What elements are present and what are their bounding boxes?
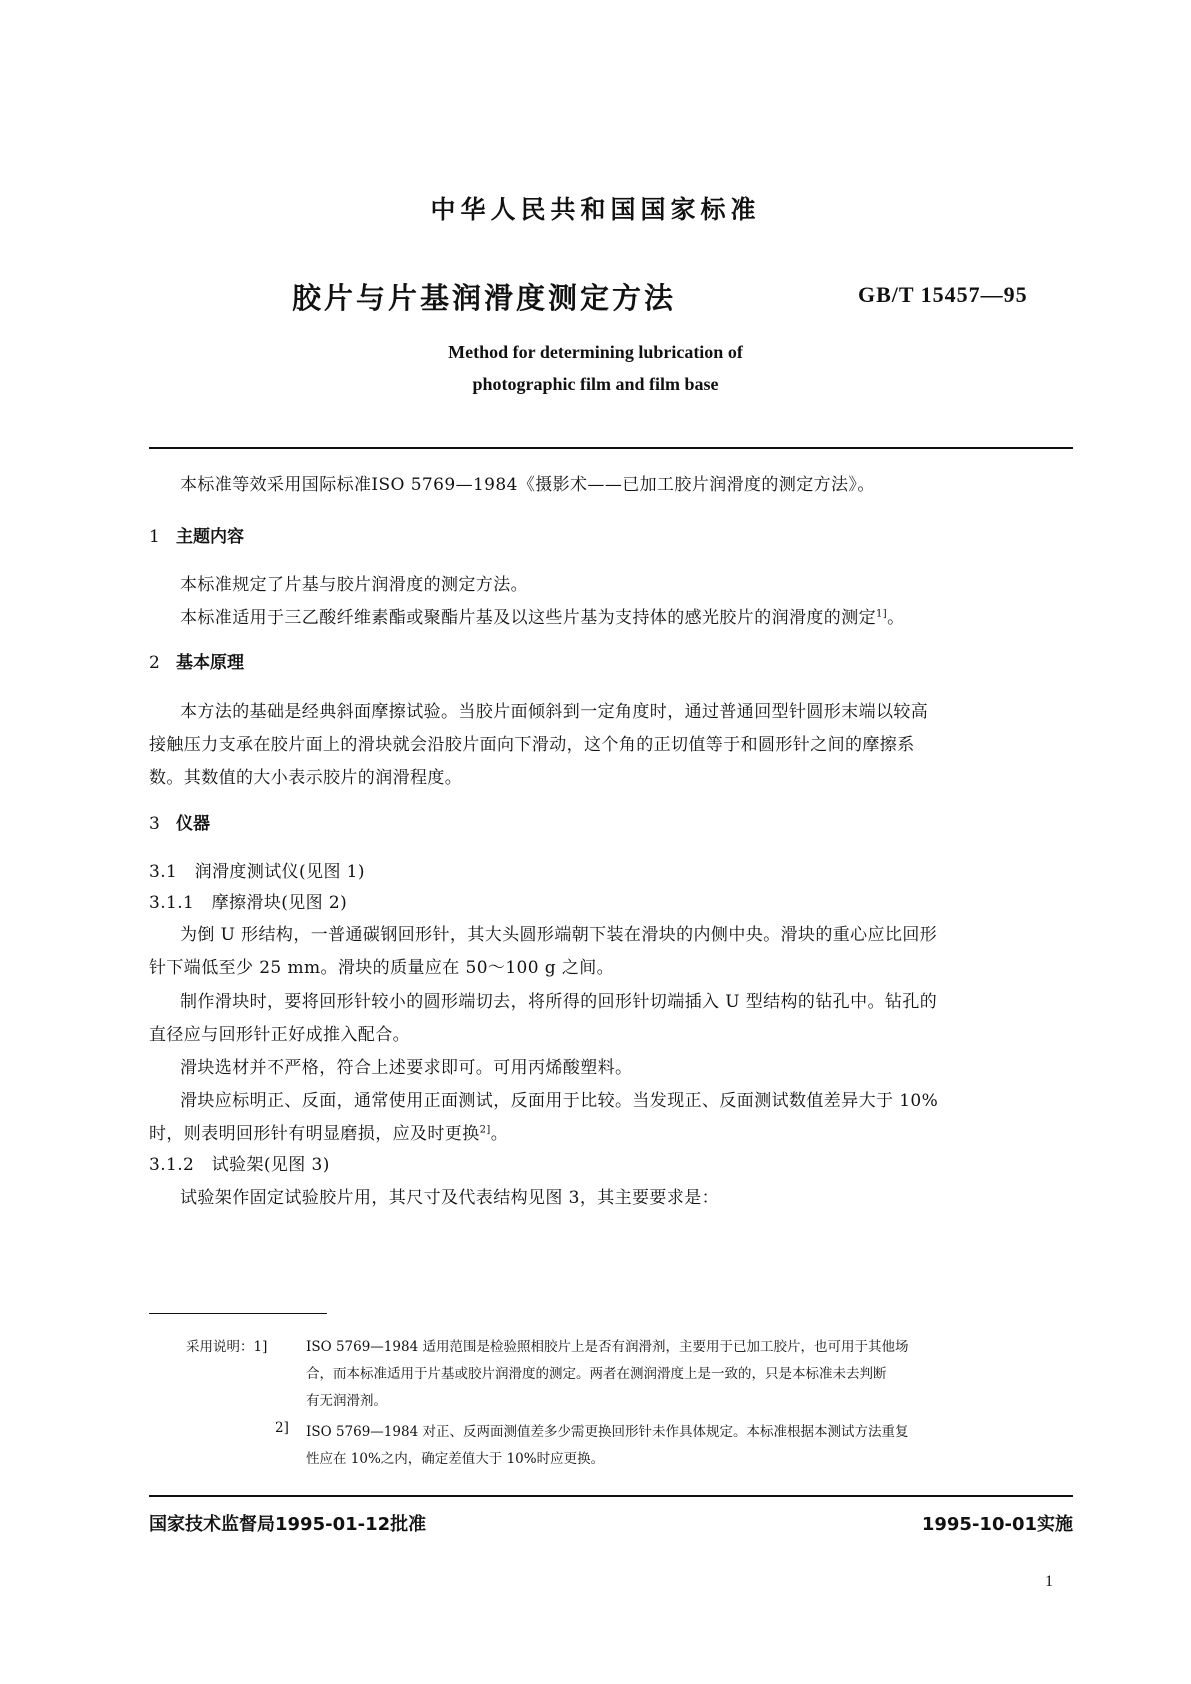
footnote-divider: [149, 1313, 327, 1314]
section-title: 基本原理: [176, 653, 245, 673]
paragraph-end: 。: [490, 1124, 509, 1144]
footnote-2-line-1: ISO 5769—1984 对正、反两面测值差多少需更换回形针未作具体规定。本标准根据本测试方法重复: [306, 1424, 909, 1440]
section-2-line-1: 本方法的基础是经典斜面摩擦试验。当胶片面倾斜到一定角度时，通过普通回型针圆形末端以较高: [180, 702, 929, 722]
section-title: 仪器: [176, 814, 211, 834]
intro-paragraph: 本标准等效采用国际标准ISO 5769—1984《摄影术——已加工胶片润滑度的测定方法》。: [180, 475, 875, 495]
section-3-p2-line-1: 制作滑块时，要将回形针较小的圆形端切去，将所得的回形针切端插入 U 型结构的钻孔中。钻孔的: [180, 992, 938, 1012]
paragraph-text: 时，则表明回形针有明显磨损，应及时更换: [149, 1124, 480, 1144]
paragraph-text: 本标准适用于三乙酸纤维素酯或聚酯片基及以这些片基为支持体的感光胶片的润滑度的测定: [180, 608, 876, 628]
approval-date: 国家技术监督局1995-01-12批准: [149, 1514, 427, 1535]
english-title-line-1: Method for determining lubrication of: [448, 342, 743, 362]
top-divider: [149, 447, 1073, 449]
section-3-p2-line-2: 直径应与回形针正好成推入配合。: [149, 1025, 410, 1045]
section-3-p4-line-2: [149, 1119, 508, 1144]
footnote-1-line-1: ISO 5769—1984 适用范围是检验照相胶片上是否有润滑剂，主要用于已加工胶片，也可用于其他场: [306, 1339, 909, 1355]
footnote-ref: 2]: [479, 1124, 491, 1136]
document-title: 胶片与片基润滑度测定方法: [292, 281, 677, 315]
section-3-p4-line-1: 滑块应标明正、反面，通常使用正面测试，反面用于比较。当发现正、反面测试数值差异大于 10%: [180, 1091, 939, 1111]
effective-date: 1995-10-01实施: [921, 1514, 1073, 1535]
footnote-1-line-2: 合，而本标准适用于片基或胶片润滑度的测定。两者在测润滑度上是一致的，只是本标准未去判断: [306, 1366, 887, 1382]
section-number: 2: [149, 653, 160, 673]
footnote-label: 采用说明：1]: [186, 1339, 268, 1355]
subsection-3-1: 3.1 润滑度测试仪(见图 1): [149, 862, 365, 882]
section-3-heading: [149, 809, 210, 834]
section-1-paragraph-1: 本标准规定了片基与胶片润滑度的测定方法。: [180, 575, 528, 595]
footnote-ref: 1]: [876, 608, 888, 620]
subsection-3-1-2: 3.1.2 试验架(见图 3): [149, 1155, 330, 1175]
page-number: 1: [1045, 1573, 1053, 1590]
section-2-heading: [149, 648, 244, 673]
national-standard-heading: 中华人民共和国国家标准: [430, 195, 761, 224]
section-number: 3: [149, 814, 160, 834]
section-2-line-3: 数。其数值的大小表示胶片的润滑程度。: [149, 768, 463, 788]
section-2-line-2: 接触压力支承在胶片面上的滑块就会沿胶片面向下滑动，这个角的正切值等于和圆形针之间的摩擦系: [149, 735, 915, 755]
subsection-3-1-1: 3.1.1 摩擦滑块(见图 2): [149, 893, 348, 913]
footnote-2-line-2: 性应在 10%之内，确定差值大于 10%时应更换。: [306, 1451, 605, 1467]
section-number: 1: [149, 527, 160, 547]
section-3-p3: 滑块选材并不严格，符合上述要求即可。可用丙烯酸塑料。: [180, 1058, 633, 1078]
section-3-p5: 试验架作固定试验胶片用，其尺寸及代表结构见图 3，其主要要求是：: [180, 1188, 720, 1208]
footnote-1-line-3: 有无润滑剂。: [306, 1393, 387, 1409]
section-3-p1-line-1: 为倒 U 形结构，一普通碳钢回形针，其大头圆形端朝下装在滑块的内侧中央。滑块的重心应比回形: [180, 925, 938, 945]
section-1-heading: [149, 522, 244, 547]
english-title-line-2: photographic film and film base: [472, 374, 719, 394]
paragraph-end: 。: [887, 608, 905, 628]
section-1-paragraph-2: [180, 603, 904, 628]
footnote-2-label: 2]: [275, 1420, 289, 1436]
bottom-divider: [149, 1495, 1073, 1497]
section-3-p1-line-2: 针下端低至少 25 mm。滑块的质量应在 50～100 g 之间。: [149, 958, 615, 978]
standard-code: GB/T 15457—95: [858, 282, 1028, 307]
section-title: 主题内容: [176, 527, 245, 547]
